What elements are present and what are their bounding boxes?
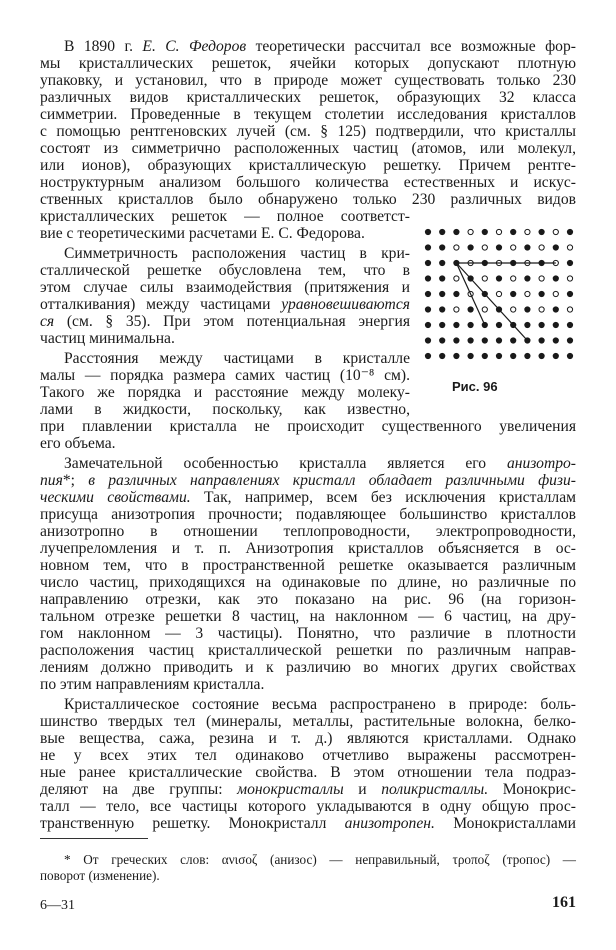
lattice-particle — [525, 291, 530, 296]
lattice-particle — [454, 307, 459, 312]
lattice-particle — [454, 322, 459, 327]
line-15: ся (см. § 35). При этом потенциальная энергия — [40, 313, 410, 330]
text-line — [40, 313, 410, 330]
text-line — [40, 296, 410, 313]
lattice-particle — [496, 276, 501, 281]
lattice-particle — [482, 276, 487, 281]
line-1a: В 1890 г. Е. С. Федоров теоретически рассчитал все возможные фор- — [64, 38, 576, 55]
text-line: состоят из симметрично расположенных частиц (атомов, или молекул, — [40, 140, 576, 157]
text-line: сталлической решетке обусловлена тем, что в — [40, 262, 410, 279]
text-line: тальном отрезке решетки 8 частиц, на наклонном — 6 частиц, на дру- — [40, 608, 576, 625]
lattice-particle — [525, 245, 530, 250]
lattice-particle — [468, 307, 473, 312]
lattice-particle — [511, 307, 516, 312]
line-23a: Замечательной особенностью кристалла является его анизотро- — [64, 455, 576, 472]
text-line: гом наклонном — 3 частицы). Понятно, что различие в плотности — [40, 625, 576, 642]
lattice-particle — [425, 245, 430, 250]
text-line — [40, 472, 576, 489]
lattice-particle — [511, 245, 516, 250]
lattice-particle — [525, 322, 530, 327]
lattice-particle — [496, 353, 501, 358]
lattice-particle — [454, 291, 459, 296]
lattice-particle — [539, 291, 544, 296]
text-line: симметрии. Проведенные в текущем столетии исследования кристаллов — [40, 106, 576, 123]
signature-mark: 6—31 — [40, 898, 75, 913]
lattice-particle — [496, 322, 501, 327]
lattice-particle — [425, 291, 430, 296]
text-line — [40, 781, 576, 798]
lattice-particle — [440, 353, 445, 358]
lattice-particle — [482, 307, 487, 312]
text-line — [40, 815, 576, 832]
lattice-particle — [525, 353, 530, 358]
lattice-particle — [440, 276, 445, 281]
lattice-particle — [511, 276, 516, 281]
figure-caption: Рис. 96 — [452, 379, 498, 394]
lattice-direction-line — [456, 263, 484, 325]
line-1b: мы кристаллических решеток, ячейки которых допускают плотную — [40, 55, 576, 72]
lattice-particle — [468, 353, 473, 358]
lattice-particle — [553, 353, 558, 358]
text-line: вие с теоретическими расчетами Е. С. Федорова. — [40, 225, 365, 242]
lattice-particle — [454, 245, 459, 250]
lattice-particle — [440, 322, 445, 327]
lattice-particle — [567, 245, 572, 250]
text-line: Такого же порядка и расстояние между молеку- — [40, 384, 410, 401]
crystal-lattice-figure — [420, 224, 580, 369]
lattice-particle — [496, 338, 501, 343]
lattice-particle — [454, 229, 459, 234]
lattice-particle — [496, 229, 501, 234]
lattice-particle — [553, 276, 558, 281]
lattice-particle — [567, 307, 572, 312]
line-23c: ческими свойствами. Так, например, всем без исключения кристаллам — [40, 489, 576, 506]
lattice-particle — [511, 291, 516, 296]
text-line: малы — порядка размера самих частиц (10⁻⁸ см). — [40, 367, 410, 384]
lattice-particle — [440, 291, 445, 296]
lattice-particle — [440, 229, 445, 234]
lattice-particle — [539, 276, 544, 281]
text-line: частиц минимальна. — [40, 330, 175, 347]
lattice-particle — [468, 322, 473, 327]
lattice-particle — [496, 291, 501, 296]
lattice-particle — [425, 229, 430, 234]
lattice-particle — [567, 322, 572, 327]
lattice-particle — [468, 245, 473, 250]
text-line: с помощью рентгеновских лучей (см. § 125) подтвердили, что кристаллы — [40, 123, 576, 140]
lattice-particle — [539, 338, 544, 343]
text-line: Симметричность расположения частиц в кри- — [64, 245, 410, 262]
lattice-particle — [511, 353, 516, 358]
text-line: лучепреломления и т. п. Анизотропия кристаллов объясняется в ос- — [40, 540, 576, 557]
text-line: шинство твердых тел (минералы, металлы, растительные волокна, белко- — [40, 713, 576, 730]
lattice-particle — [553, 338, 558, 343]
lattice-particle — [425, 260, 430, 265]
text-line: вые вещества, сажа, резина и т. д.) являются кристаллами. Однако — [40, 730, 576, 747]
lattice-particle — [425, 338, 430, 343]
text-line — [40, 489, 576, 506]
text-line: число частиц, приходящихся на одинаковые по длине, но различные по — [40, 574, 576, 591]
line-14: отталкивания) между частицами уравновешиваются — [40, 296, 410, 313]
lattice-particle — [511, 338, 516, 343]
lattice-particle — [425, 353, 430, 358]
text-line — [40, 55, 576, 72]
text-line: при плавлении кристалла не происходит существенного увеличения — [40, 418, 576, 435]
lattice-particle — [567, 260, 572, 265]
lattice-particle — [553, 245, 558, 250]
lattice-particle — [525, 229, 530, 234]
lattice-particle — [525, 276, 530, 281]
line-40: деляют на две группы: монокристаллы и поликристаллы. Монокрис- — [40, 781, 576, 798]
text-line: Расстояния между частицами в кристалле — [64, 350, 410, 367]
text-line: различных видов кристаллических решеток, образующих 32 класса — [40, 89, 576, 106]
lattice-particle — [525, 307, 530, 312]
footnote-line: поворот (изменение). — [40, 868, 160, 883]
lattice-particle — [482, 229, 487, 234]
lattice-particle — [511, 229, 516, 234]
lattice-particle — [482, 245, 487, 250]
text-line: кристаллических решеток — полное соответст- — [40, 208, 410, 225]
text-line: талл — тело, все частицы которого укладываются в одну общую прос- — [40, 798, 576, 815]
text-line: этом случае силы взаимодействия (притяжения и — [40, 279, 410, 296]
lattice-particle — [468, 338, 473, 343]
lattice-particle — [496, 245, 501, 250]
lattice-particle — [567, 338, 572, 343]
lattice-particle — [440, 245, 445, 250]
lattice-particle — [539, 307, 544, 312]
text-line: анизотропно в отношении теплопроводности, электропроводности, — [40, 523, 576, 540]
lattice-particle — [553, 322, 558, 327]
line-42: транственную решетку. Монокристалл анизотропен. Монокристаллами — [40, 815, 577, 832]
text-line: присуща анизотропия прочности; подавляющее большинство кристаллов — [40, 506, 576, 523]
text-line: не у всех этих тел одинаково отчетливо выражены рассмотрен- — [40, 747, 576, 764]
lattice-particle — [454, 276, 459, 281]
text-line: или ионов), образующих кристаллическую решетку. Причем рентге- — [40, 157, 576, 174]
lattice-particle — [553, 291, 558, 296]
lattice-particle — [440, 307, 445, 312]
lattice-particle — [425, 276, 430, 281]
lattice-particle — [454, 353, 459, 358]
text-line: новном тем, что в пространственной решетке оказывается различным — [40, 557, 576, 574]
lattice-particle — [553, 229, 558, 234]
lattice-particle — [567, 353, 572, 358]
lattice-particle — [567, 229, 572, 234]
text-line — [64, 455, 576, 472]
lattice-particle — [539, 229, 544, 234]
text-line: ственных кристаллов было обнаружено только 230 различных видов — [40, 191, 576, 208]
page-number: 161 — [552, 894, 576, 911]
lattice-particle — [539, 353, 544, 358]
lattice-particle — [567, 276, 572, 281]
lattice-particle — [454, 338, 459, 343]
lattice-particle — [440, 260, 445, 265]
lattice-particle — [567, 291, 572, 296]
lattice-particle — [482, 338, 487, 343]
text-line: расположения частиц кристаллической решетки по различным направ- — [40, 642, 576, 659]
lattice-particle — [425, 322, 430, 327]
lattice-particle — [425, 307, 430, 312]
text-line: Кристаллическое состояние весьма распространено в природе: боль- — [64, 696, 576, 713]
text-line: упаковку, и установил, что в природе может существовать только 230 — [40, 72, 576, 89]
lattice-particle — [539, 322, 544, 327]
text-line: лами в жидкости, поскольку, как известно, — [40, 401, 410, 418]
footnote-line: * От греческих слов: ανισοζ (анизос) — неправильный, τροποζ (тропос) — — [64, 852, 576, 867]
text-line: ные ранее кристаллические свойства. В этом отношении тела подраз- — [40, 764, 576, 781]
lattice-particle — [440, 338, 445, 343]
text-line: лениям должно приводить и к различию во многих других свойствах — [40, 659, 576, 676]
lattice-particle — [482, 353, 487, 358]
text-line: по этим направлениям кристалла. — [40, 676, 265, 693]
text-line — [64, 38, 576, 55]
lattice-particle — [539, 245, 544, 250]
lattice-direction-line — [456, 263, 527, 341]
text-line: его объема. — [40, 435, 116, 452]
lattice-particle — [468, 229, 473, 234]
text-line: ноструктурным анализом большого количества естественных и искус- — [40, 174, 576, 191]
footnote-rule — [40, 838, 148, 839]
line-23b: пия*; в различных направлениях кристалл обладает различными физи- — [40, 472, 577, 489]
lattice-particle — [553, 307, 558, 312]
text-line: направлению отрезки, как это показано на рис. 96 (на горизон- — [40, 591, 576, 608]
